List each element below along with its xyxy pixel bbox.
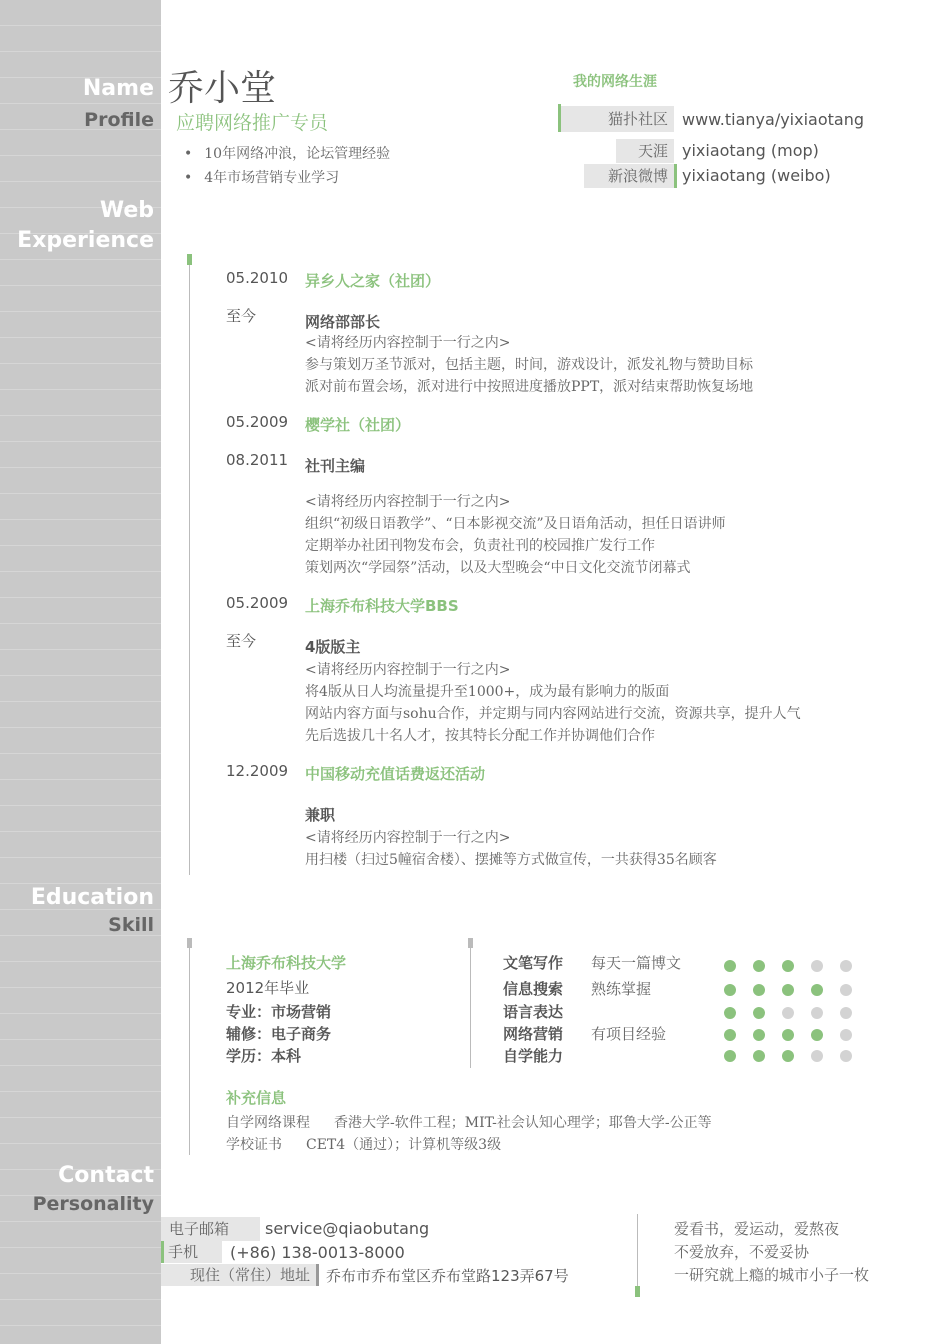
skill-dot xyxy=(840,1007,852,1019)
address-label: 现住（常住）地址 xyxy=(161,1264,316,1286)
skill-desc: 每天一篇博文 xyxy=(591,954,682,972)
exp-end: 至今 xyxy=(226,307,257,325)
skill-desc: 有项目经验 xyxy=(591,1025,667,1043)
skill-dots xyxy=(724,957,869,976)
skill-dots xyxy=(724,1047,869,1066)
link-value-maopu[interactable]: www.tianya/yixiaotang xyxy=(682,110,864,129)
exp-role: 网络部部长 xyxy=(305,313,381,331)
skill-dot xyxy=(753,1007,765,1019)
profile-bullets xyxy=(184,142,390,190)
extra-line: 自学网络课程 香港大学-软件工程；MIT-社会认知心理学；耶鲁大学-公正等 xyxy=(226,1115,712,1131)
email-label: 电子邮箱 xyxy=(161,1217,260,1241)
exp-org: 中国移动充值话费返还活动 xyxy=(305,765,486,783)
skill-dot xyxy=(811,984,823,996)
phone-value[interactable]: (+86) 138-0013-8000 xyxy=(230,1243,405,1262)
exp-role: 兼职 xyxy=(305,806,336,824)
email-value[interactable]: service@qiaobutang xyxy=(265,1219,430,1238)
skill-dot xyxy=(811,1050,823,1062)
timeline-line xyxy=(189,265,190,875)
skill-dot xyxy=(753,960,765,972)
edu-major: 专业：市场营销 xyxy=(226,1003,332,1021)
exp-role: 4版版主 xyxy=(305,638,361,656)
exp-date: 05.2010 xyxy=(226,269,289,287)
skill-dot xyxy=(782,960,794,972)
exp-end: 至今 xyxy=(226,632,257,650)
skill-desc: 熟练掌握 xyxy=(591,980,652,998)
skill-name: 网络营销 xyxy=(503,1025,564,1043)
extra-line: 学校证书 CET4（通过）；计算机等级3级 xyxy=(226,1137,502,1153)
exp-role: 社刊主编 xyxy=(305,457,366,475)
skill-name: 信息搜索 xyxy=(503,980,564,998)
skill-dot xyxy=(840,1050,852,1062)
heading-profile: Profile xyxy=(84,109,154,131)
address-value: 乔布市乔布堂区乔布堂路123弄67号 xyxy=(326,1267,569,1285)
edu-line xyxy=(189,948,190,1155)
personality-line xyxy=(637,1214,638,1286)
edu-marker xyxy=(187,938,192,948)
skill-name: 文笔写作 xyxy=(503,954,564,972)
skill-dot xyxy=(753,1029,765,1041)
exp-end: 08.2011 xyxy=(226,451,289,469)
skill-dots xyxy=(724,981,869,1000)
exp-lines: <请将经历内容控制于一行之内> 将4版从日人均流量提升至1000+，成为最有影响力的版面 网站内容方面与sohu合作，并定期与同内容网站进行交流，资源共享，提升人气 先后选拔几十名人才，按其特长分配工作并协调他们合作 xyxy=(305,662,801,744)
skill-dot xyxy=(724,1029,736,1041)
skill-dot xyxy=(782,1029,794,1041)
extra-heading: 补充信息 xyxy=(226,1089,287,1107)
skill-dot xyxy=(724,984,736,996)
bullet-item: • 10年网络冲浪，论坛管理经验 xyxy=(184,146,391,162)
skill-dot xyxy=(782,1050,794,1062)
skill-dot xyxy=(840,984,852,996)
skill-marker xyxy=(468,938,473,948)
person-name: 乔小堂 xyxy=(168,68,277,109)
skill-line xyxy=(470,948,471,1068)
edu-degree: 学历：本科 xyxy=(226,1047,302,1065)
skill-dot xyxy=(782,1007,794,1019)
bullet-item: • 4年市场营销专业学习 xyxy=(184,170,340,186)
edu-minor: 辅修：电子商务 xyxy=(226,1025,332,1043)
phone-label: 手机 xyxy=(164,1241,222,1263)
accent-bar xyxy=(674,164,677,188)
exp-org: 樱学社（社团） xyxy=(305,416,411,434)
link-value-tianya[interactable]: yixiaotang (mop) xyxy=(682,141,819,160)
skill-dot xyxy=(753,984,765,996)
exp-lines: <请将经历内容控制于一行之内> 参与策划万圣节派对，包括主题，时间，游戏设计，派发礼物与赞助目标 派对前布置会场，派对进行中按照进度播放PPT，派对结束帮助恢复场地 xyxy=(305,335,754,395)
skill-dot xyxy=(782,984,794,996)
personality-list xyxy=(674,1218,869,1287)
skill-dot xyxy=(724,960,736,972)
skill-name: 语言表达 xyxy=(503,1003,564,1021)
skill-dot xyxy=(724,1050,736,1062)
skill-dot xyxy=(840,960,852,972)
timeline-marker xyxy=(187,254,192,265)
heading-contact: Contact xyxy=(58,1163,154,1188)
heading-skill: Skill xyxy=(108,914,154,936)
link-label-maopu: 猫扑社区 xyxy=(561,106,674,132)
exp-org: 异乡人之家（社团） xyxy=(305,272,441,290)
skill-dots xyxy=(724,1004,869,1023)
heading-name: Name xyxy=(82,76,154,101)
skill-name: 自学能力 xyxy=(503,1047,564,1065)
link-label-tianya: 天涯 xyxy=(616,139,674,163)
heading-personality: Personality xyxy=(32,1193,154,1215)
link-label-weibo: 新浪微博 xyxy=(584,164,674,188)
skill-dot xyxy=(811,1029,823,1041)
exp-org: 上海乔布科技大学BBS xyxy=(305,597,459,615)
personality-item: 爱看书，爱运动，爱熬夜 xyxy=(674,1220,840,1238)
skill-dot xyxy=(724,1007,736,1019)
heading-experience: Experience xyxy=(17,228,154,253)
heading-web: Web xyxy=(99,198,154,223)
skill-dot xyxy=(753,1050,765,1062)
exp-lines: <请将经历内容控制于一行之内> 用扫楼（扫过5幢宿舍楼）、摆摊等方式做宣传，一共获得35名顾客 xyxy=(305,830,717,868)
skill-dot xyxy=(811,960,823,972)
link-value-weibo[interactable]: yixiaotang (weibo) xyxy=(682,166,831,185)
edu-year: 2012年毕业 xyxy=(226,979,310,997)
personality-item: 不爱放弃，不爱妥协 xyxy=(674,1243,810,1261)
job-title: 应聘网络推广专员 xyxy=(176,112,329,134)
personality-item: 一研究就上瘾的城市小子一枚 xyxy=(674,1266,870,1284)
address-divider xyxy=(316,1264,319,1286)
exp-date: 05.2009 xyxy=(226,413,289,431)
skill-dots xyxy=(724,1026,869,1045)
exp-date: 05.2009 xyxy=(226,594,289,612)
skill-dot xyxy=(811,1007,823,1019)
heading-education: Education xyxy=(30,885,154,910)
skill-dot xyxy=(840,1029,852,1041)
personality-marker xyxy=(635,1286,640,1297)
exp-date: 12.2009 xyxy=(226,762,289,780)
edu-school: 上海乔布科技大学 xyxy=(226,954,347,972)
web-life-heading: 我的网络生涯 xyxy=(573,74,657,90)
exp-lines: <请将经历内容控制于一行之内> 组织“初级日语教学”、“日本影视交流”及日语角活动，担任日语讲师 定期举办社团刊物发布会，负责社刊的校园推广发行工作 策划两次“学园祭”活动，以及大型晚会“中日文化交流节闭幕式 xyxy=(305,494,726,576)
